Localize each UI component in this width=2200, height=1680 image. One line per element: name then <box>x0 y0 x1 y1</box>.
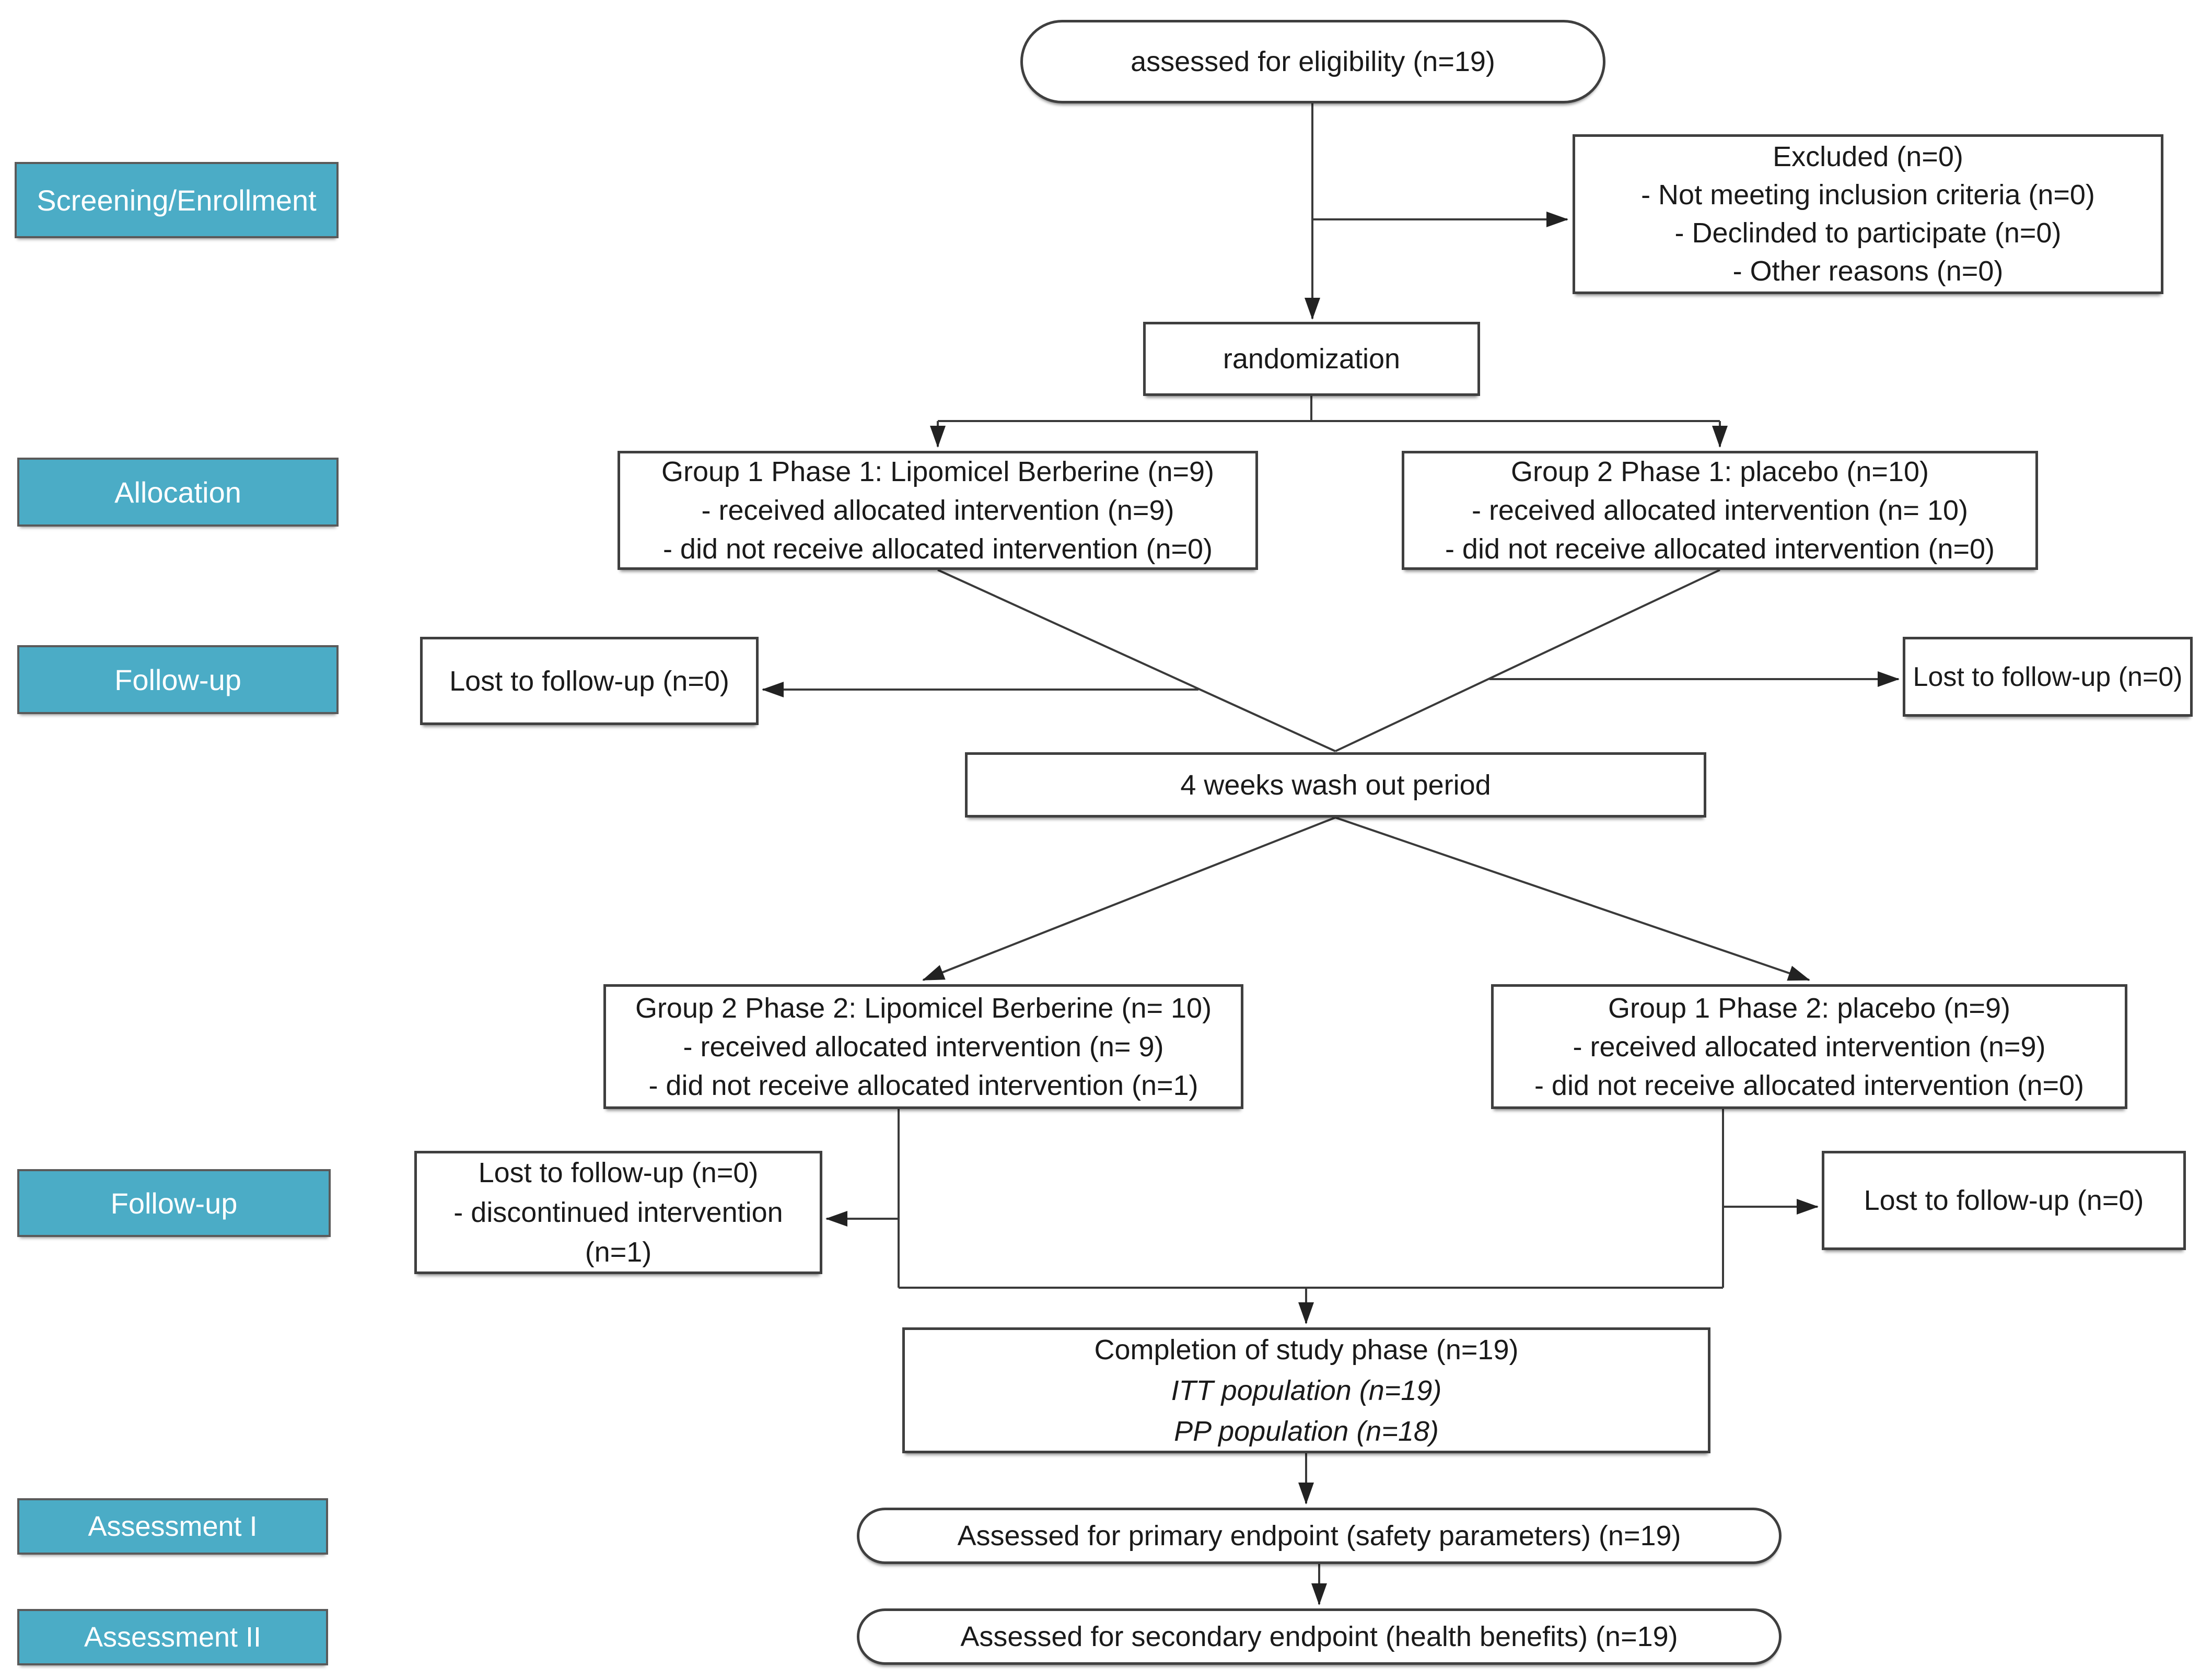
phase-label-text: Assessment II <box>84 1621 262 1653</box>
phase-label-text: Follow-up <box>114 663 241 696</box>
group-line: - did not receive allocated intervention (n=0) <box>662 533 1213 565</box>
phase-label-allocation <box>17 458 339 527</box>
phase-label-assessment-2 <box>17 1609 328 1665</box>
secondary-endpoint-label: Assessed for secondary endpoint (health benefits) (n=19) <box>960 1621 1678 1652</box>
line-group1p1-to-washout <box>938 570 1335 751</box>
excluded-line: - Other reasons (n=0) <box>1732 255 2004 287</box>
randomization-box <box>1143 322 1480 396</box>
group-line: - received allocated intervention (n= 9) <box>683 1031 1164 1063</box>
group1-phase2-box <box>1491 984 2127 1109</box>
group-line: - received allocated intervention (n=9) <box>701 495 1174 526</box>
group1-phase1-box <box>618 451 1258 570</box>
lost-followup-line: - discontinued intervention <box>453 1197 783 1228</box>
phase-label-text: Screening/Enrollment <box>37 183 317 217</box>
completion-itt-line: ITT population (n=19) <box>1171 1374 1442 1406</box>
primary-endpoint-label: Assessed for primary endpoint (safety parameters) (n=19) <box>957 1520 1681 1551</box>
excluded-line: - Declinded to participate (n=0) <box>1674 217 2062 249</box>
excluded-box <box>1573 134 2163 294</box>
group-line: - received allocated intervention (n=9) <box>1573 1031 2046 1063</box>
phase-label-assessment-1 <box>17 1498 328 1555</box>
line-group2p1-to-washout <box>1335 570 1720 751</box>
lost-followup-label: Lost to follow-up (n=0) <box>1913 661 2183 692</box>
phase-label-text: Allocation <box>114 475 241 509</box>
primary-endpoint-box <box>857 1508 1782 1564</box>
completion-line: Completion of study phase (n=19) <box>1094 1334 1519 1366</box>
randomization-label: randomization <box>1223 343 1401 375</box>
group2-phase1-box <box>1402 451 2038 570</box>
phase-label-text: Assessment I <box>88 1511 258 1542</box>
group-line: Group 1 Phase 2: placebo (n=9) <box>1608 992 2010 1024</box>
phase-label-followup-2 <box>17 1169 331 1237</box>
excluded-line: - Not meeting inclusion criteria (n=0) <box>1641 179 2095 211</box>
lost-followup-2-left-box <box>414 1151 822 1274</box>
phase-label-followup-1 <box>17 645 339 714</box>
lost-followup-1-right-box <box>1903 637 2193 717</box>
group-line: - received allocated intervention (n= 10) <box>1471 495 1969 526</box>
excluded-line: Excluded (n=0) <box>1773 141 1963 172</box>
completion-box <box>902 1327 1710 1453</box>
lost-followup-line: Lost to follow-up (n=0) <box>478 1157 759 1188</box>
lost-followup-2-right-box <box>1822 1151 2186 1250</box>
lost-followup-line: (n=1) <box>585 1236 652 1268</box>
group-line: Group 2 Phase 2: Lipomicel Berberine (n= 10) <box>635 992 1212 1024</box>
group-line: Group 1 Phase 1: Lipomicel Berberine (n=9) <box>661 456 1215 487</box>
group-line: Group 2 Phase 1: placebo (n=10) <box>1510 456 1929 487</box>
arrow-washout-to-group1p2 <box>1335 818 1809 980</box>
lost-followup-label: Lost to follow-up (n=0) <box>449 665 729 697</box>
group2-phase2-box <box>603 984 1243 1109</box>
arrow-washout-to-group2p2 <box>923 818 1335 980</box>
group-line: - did not receive allocated intervention (n=0) <box>1534 1069 2085 1101</box>
eligibility-box <box>1020 20 1605 103</box>
lost-followup-1-left-box <box>420 637 759 725</box>
phase-label-text: Follow-up <box>110 1186 238 1220</box>
washout-box <box>965 752 1706 818</box>
group-line: - did not receive allocated intervention (n=0) <box>1445 533 1995 565</box>
phase-label-screening-enrollment <box>15 162 339 238</box>
washout-label: 4 weeks wash out period <box>1180 769 1491 801</box>
completion-pp-line: PP population (n=18) <box>1174 1415 1439 1447</box>
secondary-endpoint-box <box>857 1608 1782 1665</box>
eligibility-label: assessed for eligibility (n=19) <box>1131 46 1495 77</box>
group-line: - did not receive allocated intervention (n=1) <box>648 1069 1198 1101</box>
lost-followup-label: Lost to follow-up (n=0) <box>1864 1185 2144 1216</box>
